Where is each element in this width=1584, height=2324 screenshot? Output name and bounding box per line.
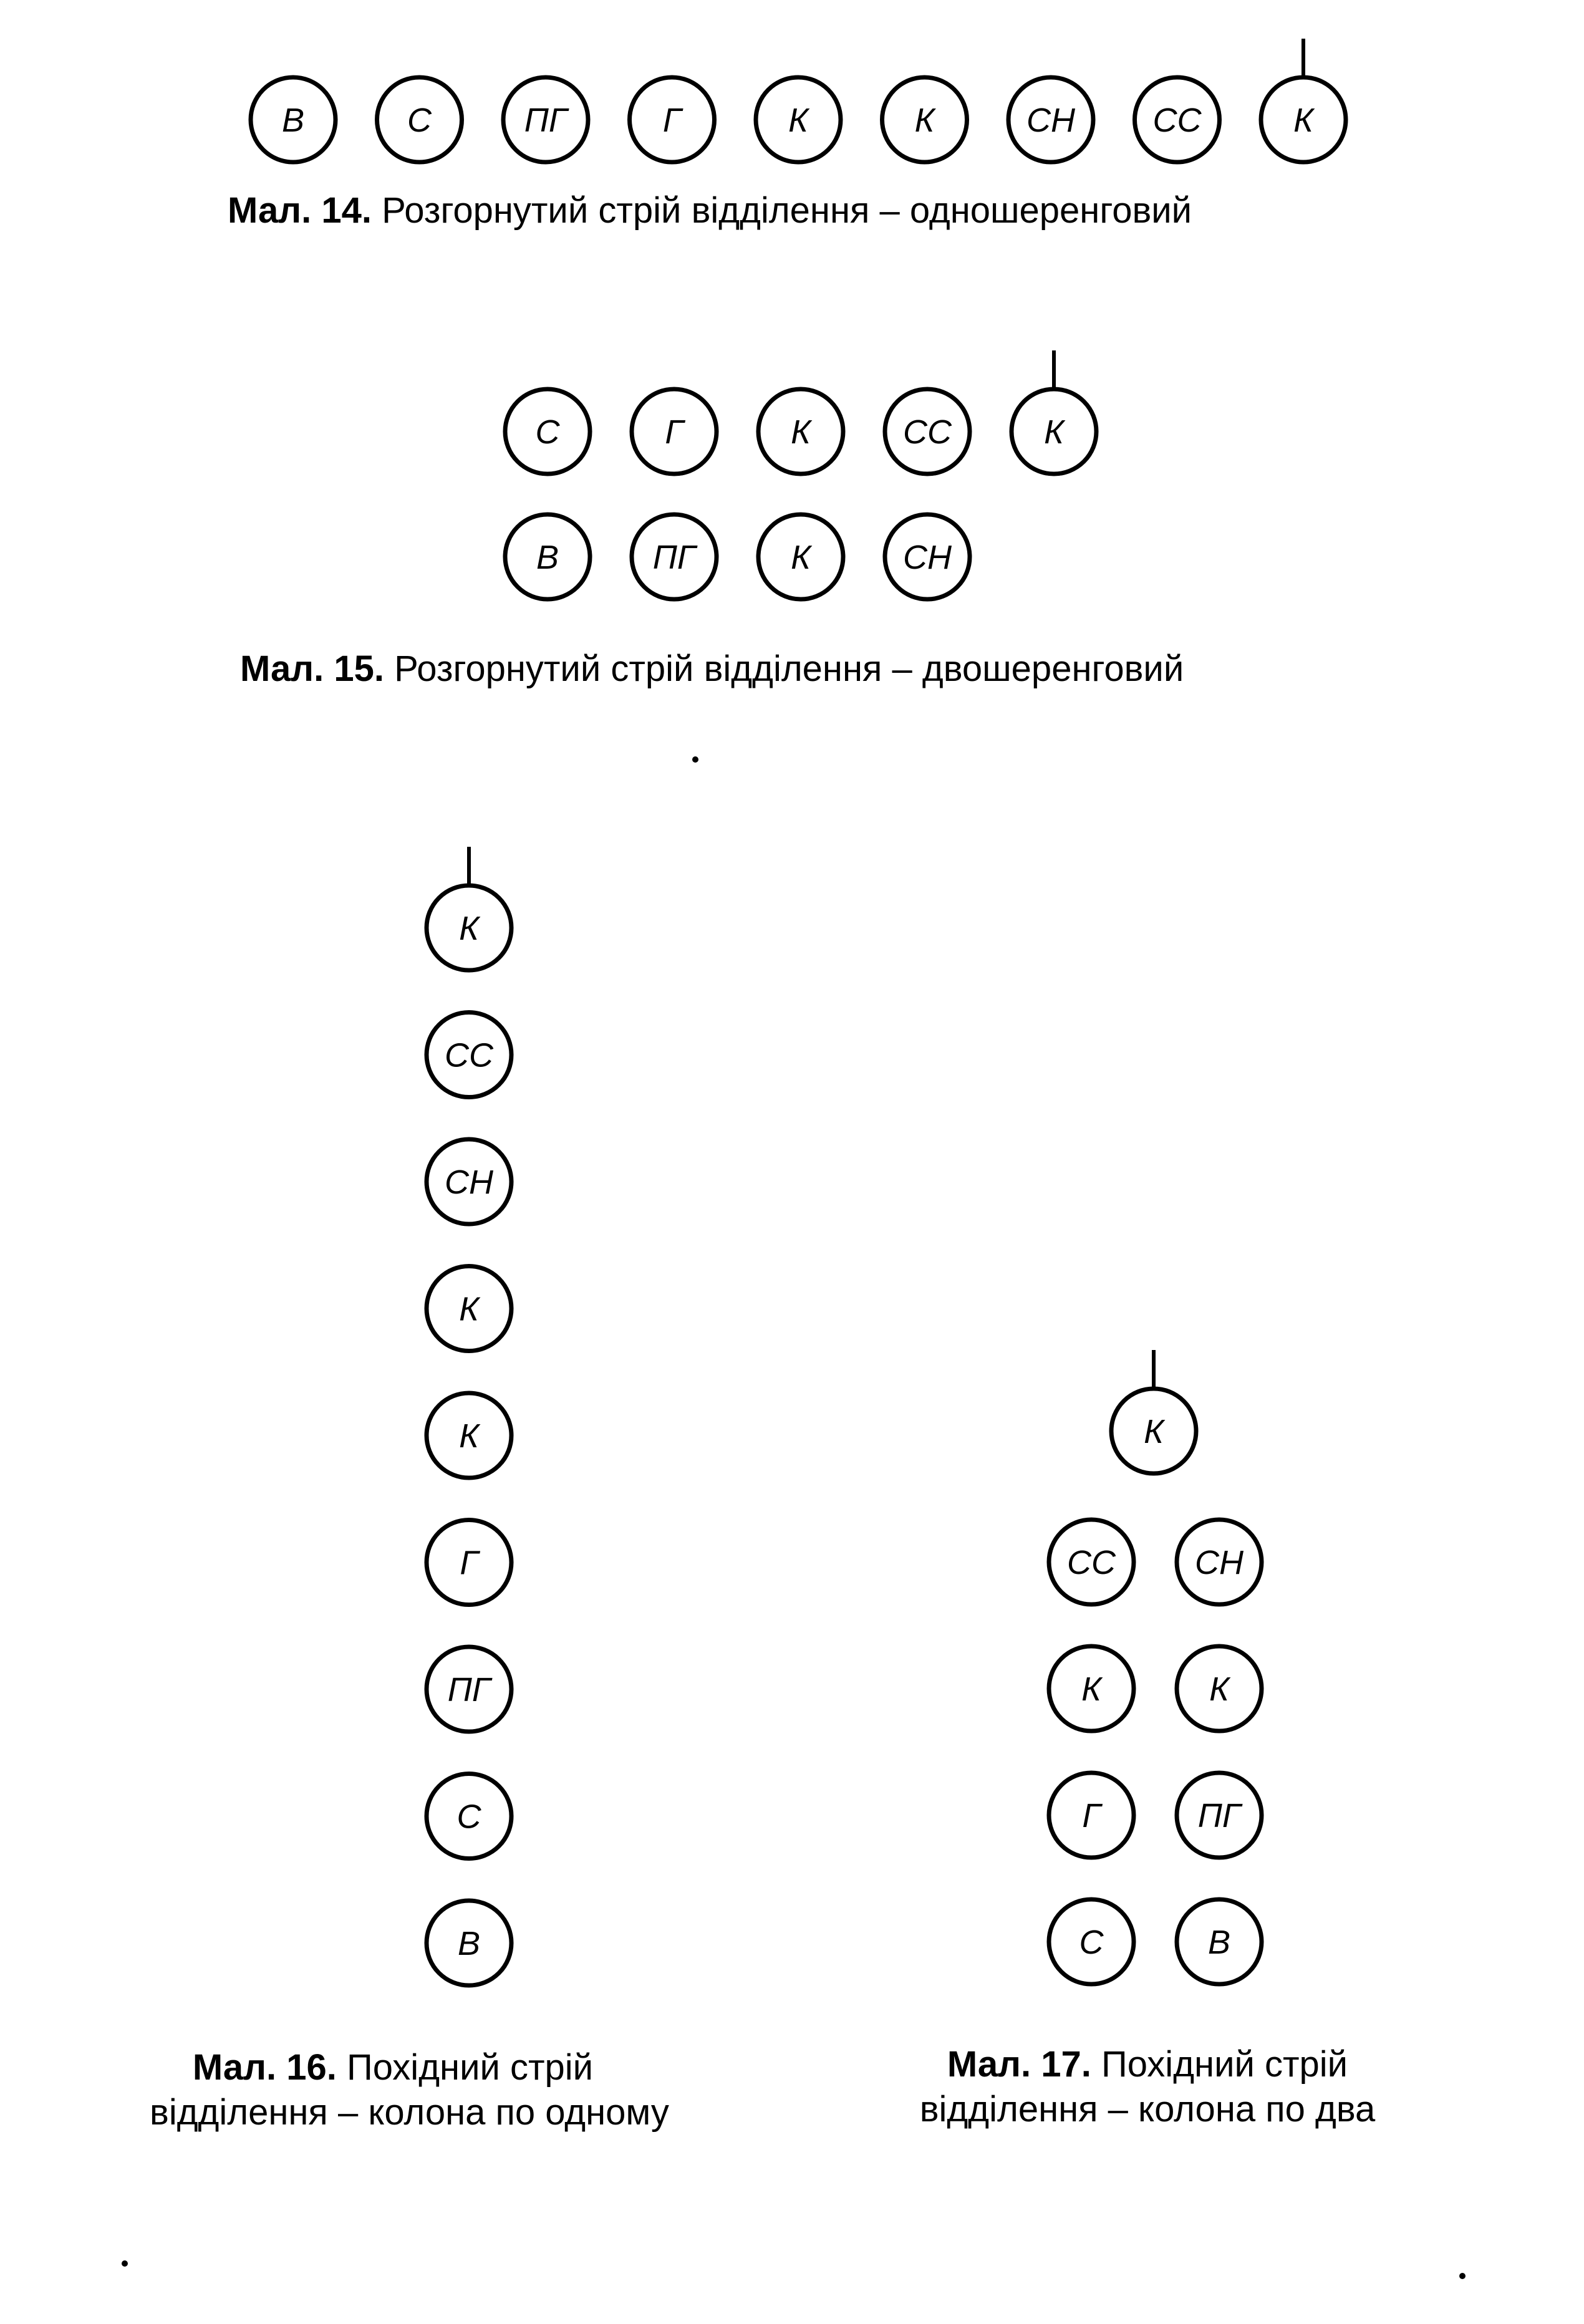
- soldier-marker: [758, 514, 843, 599]
- soldier-marker: [1135, 77, 1220, 162]
- soldier-role-label: ПГ: [524, 102, 567, 139]
- soldier-marker: [1177, 1899, 1262, 1984]
- soldier-role-label: В: [281, 102, 305, 139]
- figure-17-caption-text: Похідний стрій: [1101, 2044, 1348, 2085]
- figure-14-single-rank-line: [251, 39, 1346, 162]
- soldier-role-label: Г: [460, 1544, 478, 1582]
- soldier-marker: [1049, 1520, 1134, 1604]
- soldier-role-label: В: [1207, 1924, 1231, 1961]
- figure-16-caption-line1: [150, 2045, 636, 2090]
- figure-16-caption-label: Мал. 16.: [192, 2047, 337, 2088]
- soldier-role-label: СС: [1152, 102, 1202, 139]
- soldier-marker: [885, 389, 970, 474]
- soldier-marker: [427, 1901, 511, 1985]
- soldier-marker: [1049, 1773, 1134, 1858]
- squad-leader-marker: [1111, 1350, 1196, 1473]
- figure-17-caption-line1: [898, 2042, 1397, 2087]
- soldier-marker: [632, 389, 717, 474]
- soldier-marker: [885, 514, 970, 599]
- soldier-role-label: С: [407, 102, 432, 139]
- figure-17-column-of-two: [1049, 1350, 1262, 1984]
- soldier-marker: [505, 514, 590, 599]
- figure-14-caption-text: Розгорнутий стрій відділення – одношеренговий: [382, 190, 1192, 231]
- soldier-marker: [505, 389, 590, 474]
- soldier-marker: [1008, 77, 1093, 162]
- stray-dot: [122, 2260, 128, 2267]
- soldier-role-label: СН: [445, 1164, 493, 1201]
- figure-15-double-rank-line: [505, 350, 1096, 599]
- soldier-role-label: К: [459, 1417, 479, 1455]
- soldier-marker: [251, 77, 336, 162]
- soldier-role-label: СС: [445, 1036, 493, 1074]
- soldier-role-label: К: [914, 102, 935, 139]
- soldier-role-label: С: [456, 1798, 481, 1836]
- figure-16-caption: [150, 2045, 669, 2135]
- soldier-role-label: К: [459, 910, 479, 947]
- soldier-role-label: В: [457, 1925, 481, 1962]
- soldier-role-label: К: [791, 539, 811, 576]
- figure-14-caption-label: Мал. 14.: [228, 190, 372, 231]
- stray-dot: [1459, 2273, 1466, 2279]
- figure-16-caption-text: Похідний стрій: [347, 2047, 594, 2088]
- soldier-role-label: К: [1144, 1413, 1164, 1450]
- soldier-marker: [427, 1013, 511, 1097]
- soldier-role-label: К: [459, 1290, 479, 1328]
- soldier-role-label: К: [791, 413, 811, 451]
- soldier-marker: [756, 77, 841, 162]
- soldier-role-label: К: [788, 102, 808, 139]
- soldier-role-label: СН: [1026, 102, 1075, 139]
- soldier-marker: [503, 77, 588, 162]
- soldier-role-label: СН: [1195, 1544, 1244, 1581]
- soldier-role-label: ПГ: [447, 1671, 491, 1709]
- soldier-role-label: К: [1293, 102, 1313, 139]
- soldier-marker: [427, 1393, 511, 1478]
- soldier-marker: [427, 1520, 511, 1605]
- soldier-role-label: Г: [665, 413, 683, 451]
- soldier-role-label: С: [535, 413, 560, 451]
- figure-15-caption: [240, 647, 1184, 692]
- soldier-role-label: К: [1209, 1671, 1229, 1708]
- figure-16-caption-line2: відділення – колона по одному: [150, 2092, 669, 2133]
- soldier-marker: [377, 77, 462, 162]
- soldier-role-label: С: [1079, 1924, 1104, 1961]
- figure-17-caption-line2: відділення – колона по два: [919, 2089, 1376, 2129]
- soldier-role-label: Г: [1082, 1797, 1101, 1835]
- figure-17-caption-label: Мал. 17.: [947, 2044, 1091, 2085]
- soldier-marker: [882, 77, 967, 162]
- soldier-role-label: СС: [903, 413, 952, 451]
- soldier-marker: [427, 1139, 511, 1224]
- soldier-marker: [1177, 1520, 1262, 1604]
- soldier-marker: [630, 77, 715, 162]
- figure-16-column-of-one: [427, 847, 511, 1985]
- soldier-marker: [632, 514, 717, 599]
- figure-15-caption-label: Мал. 15.: [240, 649, 384, 689]
- soldier-marker: [1177, 1646, 1262, 1731]
- squad-leader-marker: [1261, 39, 1346, 162]
- soldier-marker: [427, 1266, 511, 1351]
- soldier-role-label: СН: [903, 539, 952, 576]
- figure-14-caption: [228, 188, 1192, 233]
- soldier-role-label: ПГ: [1197, 1797, 1241, 1835]
- soldier-role-label: К: [1044, 413, 1064, 451]
- stray-dot: [692, 756, 698, 763]
- figure-17-caption: [898, 2042, 1397, 2132]
- soldier-marker: [1049, 1899, 1134, 1984]
- figure-15-caption-text: Розгорнутий стрій відділення – двошеренговий: [394, 649, 1184, 689]
- squad-leader-marker: [427, 847, 511, 970]
- soldier-marker: [427, 1647, 511, 1732]
- soldier-marker: [427, 1774, 511, 1859]
- soldier-role-label: Г: [662, 102, 682, 139]
- soldier-marker: [1177, 1773, 1262, 1858]
- soldier-role-label: СС: [1067, 1544, 1116, 1581]
- soldier-role-label: В: [536, 539, 559, 576]
- soldier-role-label: К: [1081, 1671, 1101, 1708]
- soldier-marker: [1049, 1646, 1134, 1731]
- soldier-marker: [758, 389, 843, 474]
- soldier-role-label: ПГ: [652, 539, 696, 576]
- squad-leader-marker: [1012, 350, 1096, 474]
